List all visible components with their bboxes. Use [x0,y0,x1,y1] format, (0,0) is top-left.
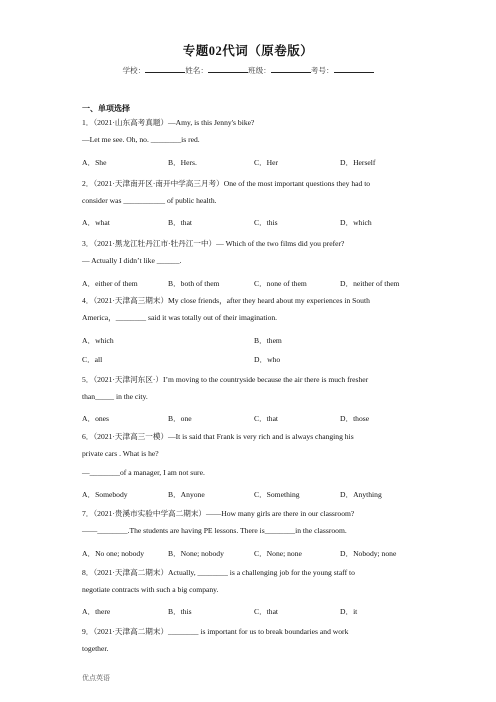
question-line: 8．（2021·天津高二期末）Actually, ________ is a challenging job for the young staff to [82,568,355,577]
option-b[interactable]: B．them [254,336,282,345]
option-d[interactable]: D．those [340,414,370,423]
question-1 [82,118,422,145]
question-line: ——________.The students are having PE lessons. There is________in the classroom. [82,526,347,535]
option-a[interactable]: A．which [82,336,114,345]
class-label: 班级： [248,66,271,75]
option-d[interactable]: D．Herself [340,158,376,167]
question-4 [82,296,422,323]
name-label: 姓名： [185,66,208,75]
question-1-options [82,157,422,169]
question-2 [82,179,422,206]
question-line: private cars . What is he? [82,449,159,458]
question-line: 6．（2021·天津高三一模）—It is said that Frank is very rich and is always changing his [82,432,354,441]
option-d[interactable]: D．Anything [340,490,382,499]
option-b[interactable]: B．None; nobody [168,549,224,558]
question-line: consider was ___________ of public health. [82,196,217,205]
option-b[interactable]: B．one [168,414,192,423]
question-line: America，________ said it was totally out of their imagination. [82,313,278,322]
school-blank[interactable] [145,65,185,73]
question-3-options [82,278,422,290]
question-line: —Let me see. Oh, no. ________is red. [82,135,200,144]
question-line: 9．（2021·天津高二期末）________ is important for us to break boundaries and work [82,627,349,636]
question-9 [82,627,422,654]
option-d[interactable]: D．it [340,607,358,616]
option-b[interactable]: B．Hers. [168,158,197,167]
option-c[interactable]: C．that [254,607,279,616]
option-c[interactable]: C．Something [254,490,300,499]
question-7 [82,509,422,536]
page-title: 专题02代词（原卷版） [182,44,314,58]
question-line: than_____ in the city. [82,392,148,401]
option-a[interactable]: A．No one; nobody [82,549,145,558]
option-b[interactable]: B．that [168,218,193,227]
name-blank[interactable] [208,65,248,73]
question-6-options [82,489,422,501]
id-label: 考号： [310,66,334,75]
option-c[interactable]: C．none of them [254,279,307,288]
question-line: 3．（2021·黑龙江牡丹江市·牡丹江一中）— Which of the two films did you prefer? [82,239,345,248]
question-line: 1．（2021·山东高考真题）—Amy, is this Jenny's bike? [82,118,255,127]
option-c[interactable]: C．that [254,414,279,423]
option-c[interactable]: C．Her [254,158,279,167]
question-4-options-row-2 [82,354,422,366]
option-d[interactable]: D．neither of them [340,279,400,288]
option-c[interactable]: C．None; none [254,549,302,558]
question-line: 5．（2021·天津河东区·）I’m moving to the countryside because the air there is much fresher [82,375,369,384]
school-label: 学校： [122,66,146,75]
question-4-options-row-1 [82,335,422,347]
option-d[interactable]: D．which [340,218,372,227]
option-c[interactable]: C．all [82,355,103,364]
option-a[interactable]: A．there [82,607,111,616]
page-footer: 优点英语 [82,674,110,682]
question-3 [82,239,422,266]
option-b[interactable]: B．both of them [168,279,220,288]
question-line: 7．（2021·贵溪市实验中学高二期末）——How many girls are there in our classroom? [82,509,355,518]
option-b[interactable]: B．Anyone [168,490,205,499]
option-a[interactable]: A．what [82,218,110,227]
question-8-options [82,606,422,618]
question-5 [82,375,422,402]
id-blank[interactable] [334,65,374,73]
option-a[interactable]: A．She [82,158,107,167]
question-line: — Actually I didn’t like ______. [82,256,182,265]
option-c[interactable]: C．this [254,218,278,227]
question-line: —________of a manager, I am not sure. [82,468,205,477]
question-8 [82,568,422,595]
class-blank[interactable] [271,65,311,73]
question-line: together. [82,644,109,653]
option-a[interactable]: A．Somebody [82,490,128,499]
option-b[interactable]: B．this [168,607,192,616]
section-title: 一、单项选择 [82,104,130,113]
option-d[interactable]: D．who [254,355,281,364]
question-line: negotiate contracts with such a big company. [82,585,219,594]
option-d[interactable]: D．Nobody; none [340,549,397,558]
question-line: 4．（2021·天津高三期末）My close friends，after they heard about my experiences in South [82,296,370,305]
question-2-options [82,217,422,229]
student-info-line [0,65,496,76]
question-line: 2．（2021·天津南开区·南开中学高三月考）One of the most important questions they had to [82,179,371,188]
question-5-options [82,413,422,425]
question-6 [82,432,422,478]
option-a[interactable]: A．either of them [82,279,138,288]
question-7-options [82,548,422,560]
option-a[interactable]: A．ones [82,414,109,423]
